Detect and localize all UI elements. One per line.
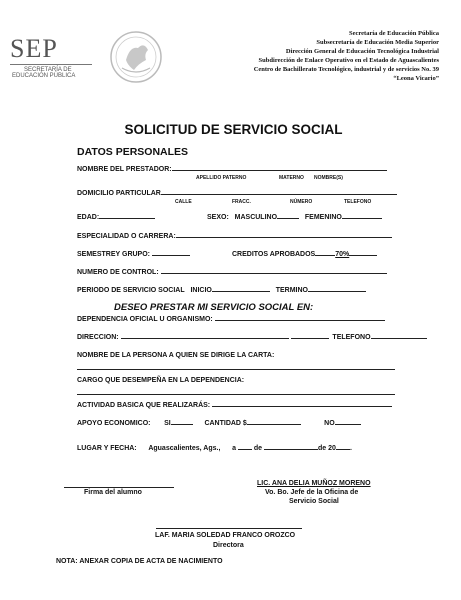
- header-line-6: “Leona Vicario”: [393, 75, 439, 82]
- cantidad-field[interactable]: [247, 424, 301, 425]
- jefe-role-1: Vo. Bo. Jefe de la Oficina de: [265, 489, 359, 496]
- alumno-signature-label: Firma del alumno: [84, 489, 142, 496]
- jefe-role-2: Servicio Social: [289, 498, 339, 505]
- a-label: a: [232, 445, 236, 452]
- dependencia-field[interactable]: [215, 320, 385, 321]
- header-line-1: Secretaría de Educación Pública: [349, 30, 439, 37]
- alumno-signature-line[interactable]: [64, 487, 174, 488]
- dependencia-label: DEPENDENCIA OFICIAL U ORGANISMO:: [77, 316, 213, 323]
- direccion-field-2[interactable]: [291, 338, 329, 339]
- periodo-label: PERIODO DE SERVICIO SOCIAL: [77, 287, 185, 294]
- nombre-persona-field[interactable]: [77, 369, 395, 370]
- telefono-field[interactable]: [371, 338, 427, 339]
- directora-signature-line[interactable]: [156, 528, 302, 529]
- si-label: SI: [164, 420, 171, 427]
- nombre-persona-label: NOMBRE DE LA PERSONA A QUIEN SE DIRIGE LA CARTA:: [77, 352, 275, 359]
- apoyo-row: [77, 420, 361, 427]
- direccion-row: [77, 334, 427, 341]
- direccion-label: DIRECCION:: [77, 334, 119, 341]
- edad-row: [77, 214, 155, 221]
- telefono-label: TELEFONO: [332, 334, 371, 341]
- form-title: SOLICITUD DE SERVICIO SOCIAL: [124, 122, 343, 137]
- domicilio-label: DOMICILIO PARTICULAR: [77, 190, 161, 197]
- header-line-3: Dirección General de Educación Tecnológica Industrial: [285, 48, 439, 55]
- termino-label: TERMINO: [275, 287, 308, 294]
- de-label: de: [253, 445, 263, 452]
- header-line-5: Centro de Bachillerato Tecnológico, industrial y de servicios No. 39: [253, 66, 439, 73]
- nombre-prestador-label: NOMBRE DEL PRESTADOR:: [77, 166, 172, 173]
- semestre-label: SEMESTREY GRUPO:: [77, 251, 150, 258]
- nombre-sub-materno: MATERNO: [279, 175, 304, 181]
- creditos-label: CREDITOS APROBADOS: [232, 251, 316, 258]
- domicilio-sub-fracc: FRACC.: [232, 199, 251, 205]
- especialidad-label: ESPECIALIDAD O CARRERA:: [77, 233, 176, 240]
- creditos-field-post: [349, 255, 377, 256]
- direccion-field[interactable]: [121, 338, 289, 339]
- creditos-field-pre: [315, 255, 335, 256]
- dependencia-row: [77, 316, 385, 323]
- masculino-label: MASCULINO: [234, 214, 278, 221]
- nombre-sub-nombres: NOMBRE(S): [314, 175, 343, 181]
- numero-control-label: NUMERO DE CONTROL:: [77, 269, 159, 276]
- masculino-field[interactable]: [277, 218, 299, 219]
- dia-field[interactable]: [238, 449, 252, 450]
- cantidad-label: CANTIDAD $: [204, 420, 247, 427]
- sep-logo-sub2: EDUCACIÓN PÚBLICA: [12, 73, 76, 79]
- lugar-value: Aguascalientes, Ags.,: [148, 445, 221, 452]
- cargo-field[interactable]: [77, 394, 395, 395]
- especialidad-row: [77, 233, 392, 240]
- no-label: NO: [324, 420, 335, 427]
- nombre-prestador-field[interactable]: [172, 170, 387, 171]
- no-field[interactable]: [335, 424, 361, 425]
- apoyo-label: APOYO ECONOMICO:: [77, 420, 151, 427]
- numero-control-row: [77, 269, 387, 276]
- lugar-fecha-row: LUGAR Y FECHA: Aguascalientes, Ags., a de de 20 .: [77, 445, 352, 452]
- edad-label: EDAD:: [77, 214, 100, 221]
- periodo-row: [77, 287, 366, 294]
- numero-control-field[interactable]: [161, 273, 387, 274]
- termino-field[interactable]: [308, 291, 366, 292]
- section-datos-personales: DATOS PERSONALES: [77, 146, 189, 158]
- si-field[interactable]: [171, 424, 193, 425]
- domicilio-field[interactable]: [161, 194, 397, 195]
- nombre-prestador-row: [77, 166, 387, 173]
- coat-of-arms-seal: [108, 30, 164, 89]
- actividad-label: ACTIVIDAD BASICA QUE REALIZARÁS:: [77, 402, 211, 409]
- domicilio-sub-telefono: TELEFONO: [344, 199, 372, 205]
- directora-name: LAF. MARIA SOLEDAD FRANCO OROZCO: [155, 532, 296, 539]
- actividad-row: [77, 402, 392, 409]
- semestre-row: [77, 251, 190, 258]
- inicio-field[interactable]: [212, 291, 270, 292]
- nota-text: NOTA: ANEXAR COPIA DE ACTA DE NACIMIENTO: [56, 558, 223, 565]
- header-line-4: Subdirección de Enlace Operativo en el Estado de Aguascalientes: [258, 57, 439, 64]
- sep-logo-sub1: SECRETARÍA DE: [24, 67, 72, 73]
- domicilio-sub-calle: CALLE: [175, 199, 192, 205]
- section-deseo-prestar: DESEO PRESTAR MI SERVICIO SOCIAL EN:: [114, 302, 314, 313]
- directora-role: Directora: [213, 542, 244, 549]
- de20-label: de 20: [318, 445, 336, 452]
- sexo-label: SEXO:: [207, 214, 229, 221]
- jefe-name: LIC. ANA DELIA MUÑOZ MORENO: [257, 480, 371, 487]
- sep-logo-text: SEP: [10, 34, 58, 63]
- femenino-label: FEMENINO: [304, 214, 342, 221]
- domicilio-row: [77, 190, 397, 197]
- actividad-field[interactable]: [212, 406, 392, 407]
- nombre-sub-paterno: APELLIDO PATERNO: [196, 175, 247, 181]
- anio-field[interactable]: [336, 449, 350, 450]
- especialidad-field[interactable]: [176, 237, 392, 238]
- mes-field[interactable]: [264, 449, 318, 450]
- sexo-row: [207, 214, 382, 221]
- sep-logo-rule: [10, 64, 92, 65]
- creditos-row: [232, 251, 377, 258]
- inicio-label: INICIO: [190, 287, 212, 294]
- creditos-value[interactable]: 70%: [335, 251, 350, 258]
- sep-logo: [10, 36, 92, 79]
- cargo-label: CARGO QUE DESEMPEÑA EN LA DEPENDENCIA:: [77, 377, 245, 384]
- domicilio-sub-numero: NÚMERO: [290, 199, 313, 205]
- header-line-2: Subsecretaría de Educación Media Superior: [316, 39, 439, 46]
- edad-field[interactable]: [99, 218, 155, 219]
- femenino-field[interactable]: [342, 218, 382, 219]
- semestre-field[interactable]: [152, 255, 190, 256]
- lugar-fecha-label: LUGAR Y FECHA:: [77, 445, 137, 452]
